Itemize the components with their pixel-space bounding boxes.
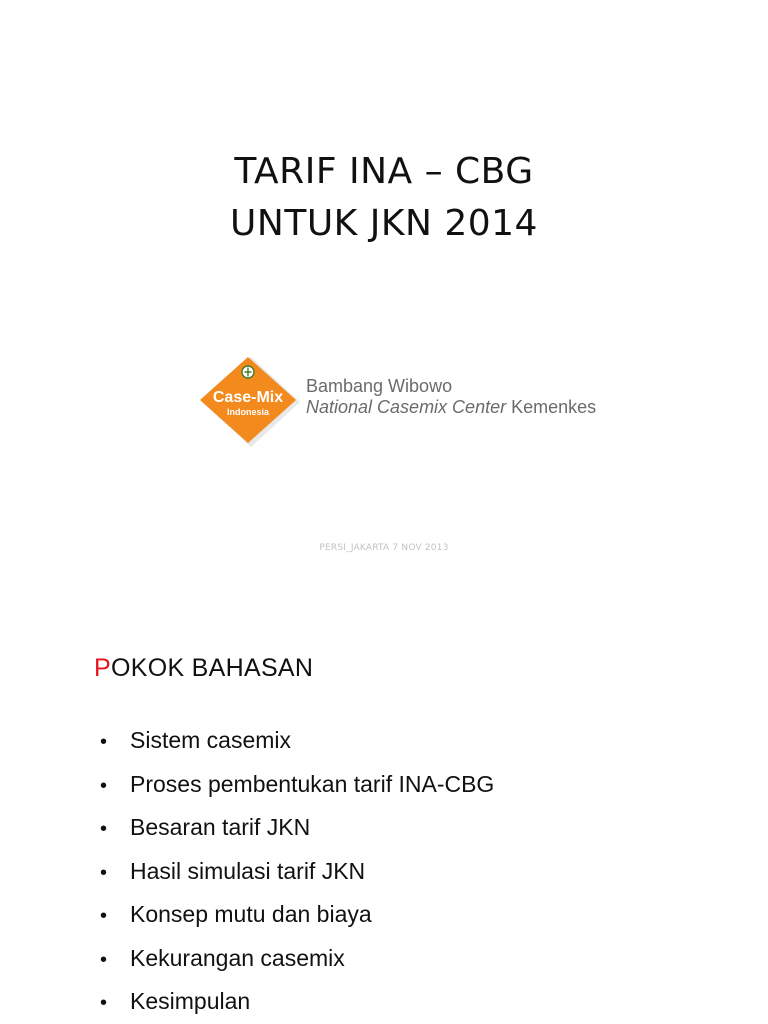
list-item <box>100 854 494 898</box>
list-item-text: Konsep mutu dan biaya <box>130 901 372 927</box>
list-item <box>100 810 494 854</box>
list-item <box>100 723 494 767</box>
agenda-list <box>100 723 494 1024</box>
logo-main-text: Case-Mix <box>212 389 284 406</box>
list-item <box>100 941 494 985</box>
health-emblem-icon <box>242 366 254 378</box>
agenda-slide <box>0 578 768 1024</box>
casemix-logo-graphic <box>198 355 302 447</box>
organization-name: National Casemix Center <box>306 397 507 417</box>
heading-first-letter: P <box>94 654 111 682</box>
organization-suffix: Kemenkes <box>506 397 597 417</box>
presenter-info <box>306 376 596 418</box>
presenter-organization <box>306 397 596 418</box>
heading-rest: OKOK BAHASAN <box>110 654 314 682</box>
casemix-logo <box>198 355 302 447</box>
logo-sub-text: Indonesia <box>226 407 270 417</box>
slide-title <box>0 146 768 250</box>
bullet-icon: • <box>100 992 108 1014</box>
bullet-icon: • <box>100 861 108 884</box>
agenda-heading <box>94 654 313 683</box>
list-item <box>100 767 494 811</box>
title-line-2: UNTUK JKN 2014 <box>230 203 538 244</box>
bullet-icon: • <box>100 818 108 840</box>
bullet-icon: • <box>100 774 108 797</box>
list-item-text: Proses pembentukan tarif INA-CBG <box>130 770 495 797</box>
list-item-text: Kekurangan casemix <box>130 944 345 971</box>
bullet-icon: • <box>100 905 108 927</box>
bullet-icon: • <box>100 731 108 753</box>
list-item-text: Kesimpulan <box>130 988 251 1014</box>
list-item-text: Besaran tarif JKN <box>130 814 311 840</box>
list-item <box>100 897 494 941</box>
bullet-icon: • <box>100 948 108 971</box>
slide-footer: PERSI_JAKARTA 7 NOV 2013 <box>319 543 449 553</box>
list-item <box>100 984 494 1024</box>
title-line-1: TARIF INA – CBG <box>234 151 534 192</box>
presenter-name: Bambang Wibowo <box>306 376 453 396</box>
list-item-text: Hasil simulasi tarif JKN <box>130 857 366 884</box>
list-item-text: Sistem casemix <box>130 727 292 753</box>
